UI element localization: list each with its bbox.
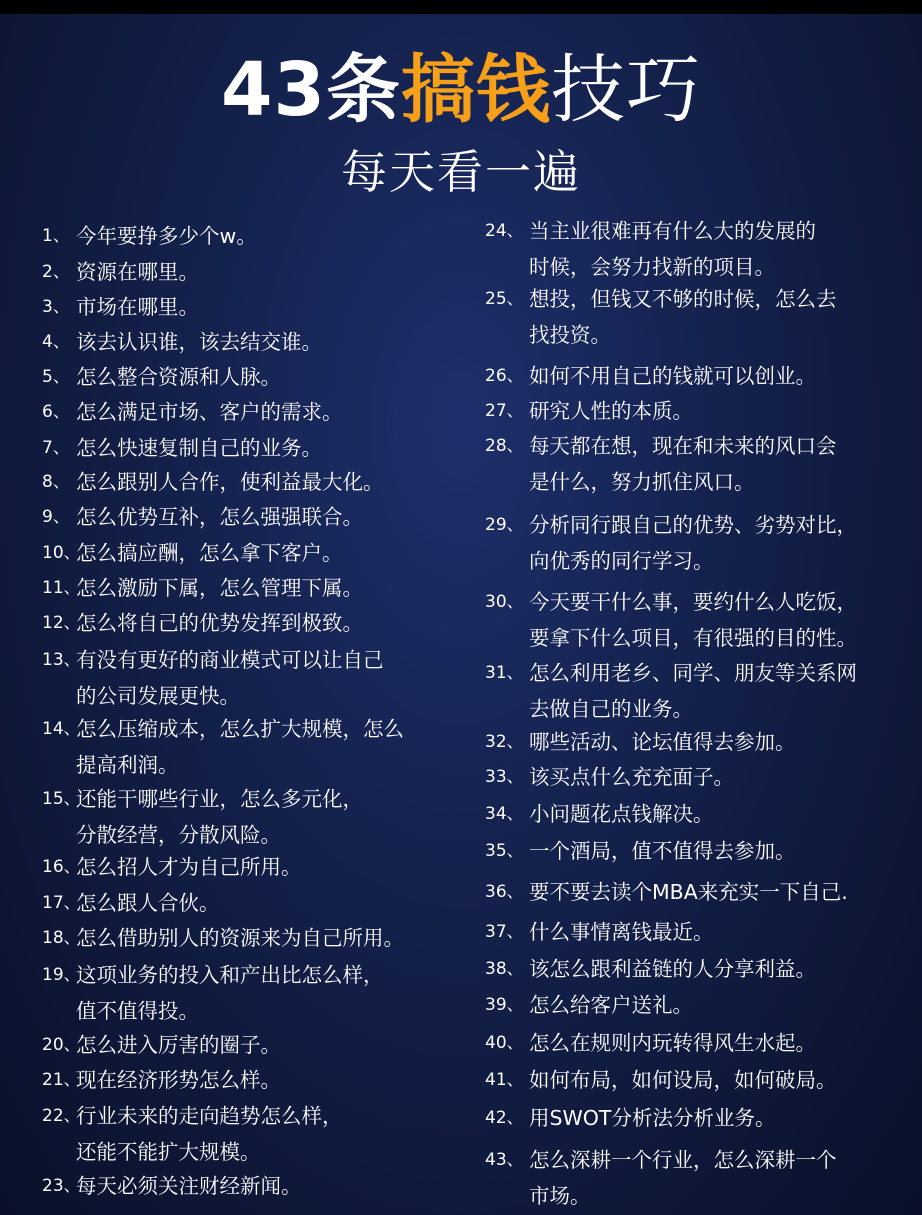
list-item-text: 该买点什么充充面子。: [529, 765, 734, 789]
list-item-text: 小问题花点钱解决。: [529, 802, 714, 826]
title-part-highlight: 搞钱: [400, 47, 551, 133]
list-item-number: 20、: [42, 1035, 81, 1055]
list-item: [42, 324, 322, 360]
list-item: [42, 499, 363, 535]
list-item: [42, 1027, 281, 1063]
list-item-text: 值不值得投。: [76, 999, 199, 1023]
list-item-text: 怎么深耕一个行业，怎么深耕一个: [529, 1148, 837, 1172]
list-item-number: 41、: [485, 1070, 524, 1090]
list-item: [485, 1062, 837, 1098]
list-item-text: 要不要去读个MBA来充实一下自己.: [529, 880, 848, 904]
list-item-number: 32、: [485, 732, 524, 752]
list-item-text: 怎么进入厉害的圈子。: [76, 1033, 281, 1057]
list-item: [485, 833, 796, 869]
list-item-text: 怎么整合资源和人脉。: [76, 365, 281, 389]
list-item: [485, 1100, 775, 1136]
list-item-number: 1、: [42, 226, 70, 246]
list-item-text: 怎么满足市场、客户的需求。: [76, 400, 343, 424]
list-item-text: 要拿下什么项目，有很强的目的性。: [529, 626, 857, 650]
list-item-text: 怎么压缩成本，怎么扩大规模，怎么: [76, 717, 404, 741]
list-item-text: 用SWOT分析法分析业务。: [529, 1106, 776, 1130]
list-item-number: 3、: [42, 297, 70, 317]
list-item: [485, 724, 796, 760]
list-item: [42, 885, 220, 921]
list-item-text: 现在经济形势怎么样。: [76, 1068, 281, 1092]
list-item-number: 34、: [485, 804, 524, 824]
list-item: [42, 218, 257, 254]
list-item-number: 2、: [42, 262, 70, 282]
list-item-number: 5、: [42, 367, 70, 387]
list-item: [42, 289, 199, 325]
list-item-text: 如何布局，如何设局，如何破局。: [529, 1068, 837, 1092]
list-item: [485, 358, 816, 394]
list-item-number: 19、: [42, 965, 81, 985]
list-item-number: 6、: [42, 402, 70, 422]
list-item-text: 怎么利用老乡、同学、朋友等关系网: [529, 661, 857, 685]
list-item-number: 23、: [42, 1176, 81, 1196]
list-item: [485, 759, 734, 795]
list-item-number: 16、: [42, 857, 81, 877]
page-title: [0, 42, 922, 138]
list-item-text: 怎么借助别人的资源来为自己所用。: [76, 926, 404, 950]
list-item-number: 25、: [485, 289, 524, 309]
list-item-number: 15、: [42, 789, 81, 809]
list-item-text: 每天都在想，现在和未来的风口会: [529, 434, 837, 458]
list-item-text: 怎么跟别人合作，使利益最大化。: [76, 470, 384, 494]
list-item-text: 向优秀的同行学习。: [529, 549, 714, 573]
list-item: [42, 430, 322, 466]
list-item-text: 怎么优势互补，怎么强强联合。: [76, 505, 363, 529]
list-item-number: 29、: [485, 515, 524, 535]
list-item-number: 42、: [485, 1108, 524, 1128]
list-item: [485, 584, 857, 656]
list-item-text: 提高利润。: [76, 753, 179, 777]
list-item: [485, 281, 837, 353]
list-item-number: 30、: [485, 592, 524, 612]
list-item-number: 36、: [485, 882, 524, 902]
list-item-text: 怎么在规则内玩转得风生水起。: [529, 1031, 816, 1055]
list-item-number: 9、: [42, 507, 70, 527]
list-item-text: 当主业很难再有什么大的发展的: [529, 219, 816, 243]
list-item: [485, 1142, 837, 1214]
list-item: [485, 393, 693, 429]
list-item-number: 22、: [42, 1106, 81, 1126]
list-item-text: 时候，会努力找新的项目。: [529, 255, 775, 279]
title-part-skills: 技巧: [550, 47, 701, 133]
list-item: [485, 428, 837, 500]
list-item-number: 37、: [485, 922, 524, 942]
list-item: [485, 987, 693, 1023]
list-item-number: 43、: [485, 1150, 524, 1170]
list-item: [485, 914, 714, 950]
list-item: [42, 570, 363, 606]
list-item: [485, 951, 816, 987]
list-item: [485, 655, 857, 727]
list-item: [485, 1025, 816, 1061]
list-item-text: 市场。: [529, 1184, 591, 1208]
list-item: [42, 642, 384, 714]
list-item-number: 33、: [485, 767, 524, 787]
list-item: [42, 359, 281, 395]
list-item-text: 怎么将自己的优势发挥到极致。: [76, 611, 363, 635]
list-item: [42, 1098, 343, 1170]
list-item-text: 什么事情离钱最近。: [529, 920, 714, 944]
list-item-number: 7、: [42, 438, 70, 458]
list-item-text: 还能不能扩大规模。: [76, 1140, 261, 1164]
list-item-number: 31、: [485, 663, 524, 683]
list-item: [42, 1168, 302, 1204]
list-item-number: 11、: [42, 578, 81, 598]
list-item-number: 13、: [42, 650, 81, 670]
list-item: [485, 796, 714, 832]
title-part-count: 43条: [221, 47, 401, 133]
list-item: [42, 1062, 281, 1098]
list-item-text: 哪些活动、论坛值得去参加。: [529, 730, 796, 754]
list-item-text: 的公司发展更快。: [76, 684, 240, 708]
list-item-text: 怎么激励下属，怎么管理下属。: [76, 576, 363, 600]
list-item-text: 找投资。: [529, 323, 611, 347]
top-bar: [0, 0, 922, 14]
list-item-number: 17、: [42, 893, 81, 913]
list-item: [485, 213, 816, 285]
list-item-number: 10、: [42, 543, 81, 563]
list-item: [42, 394, 343, 430]
list-item: [42, 254, 199, 290]
list-item-number: 28、: [485, 436, 524, 456]
list-item-text: 研究人性的本质。: [529, 399, 693, 423]
list-item-text: 是什么，努力抓住风口。: [529, 470, 755, 494]
list-item-text: 怎么给客户送礼。: [529, 993, 693, 1017]
list-item-number: 21、: [42, 1070, 81, 1090]
list-item-text: 还能干哪些行业，怎么多元化，: [76, 787, 363, 811]
list-item-text: 该怎么跟利益链的人分享利益。: [529, 957, 816, 981]
list-item-number: 38、: [485, 959, 524, 979]
list-item-number: 39、: [485, 995, 524, 1015]
list-item-number: 18、: [42, 928, 81, 948]
list-item-number: 27、: [485, 401, 524, 421]
list-item-text: 分散经营，分散风险。: [76, 823, 281, 847]
list-item-text: 去做自己的业务。: [529, 697, 693, 721]
list-item: [42, 849, 302, 885]
list-item: [42, 920, 404, 956]
list-item-number: 8、: [42, 472, 70, 492]
list-item: [42, 711, 404, 783]
list-item-text: 行业未来的走向趋势怎么样，: [76, 1104, 343, 1128]
list-item-text: 一个酒局，值不值得去参加。: [529, 839, 796, 863]
list-item-text: 分析同行跟自己的优势、劣势对比，: [529, 513, 857, 537]
list-item-number: 24、: [485, 221, 524, 241]
list-item: [42, 957, 384, 1029]
page-subtitle: 每天看一遍: [341, 145, 581, 199]
list-item-number: 26、: [485, 366, 524, 386]
list-item-number: 4、: [42, 332, 70, 352]
list-item: [42, 535, 343, 571]
list-item-text: 怎么招人才为自己所用。: [76, 855, 302, 879]
list-item-number: 40、: [485, 1033, 524, 1053]
list-item-text: 怎么搞应酬，怎么拿下客户。: [76, 541, 343, 565]
list-item: [42, 464, 384, 500]
list-item: [485, 874, 848, 910]
list-item-text: 市场在哪里。: [76, 295, 199, 319]
list-item-text: 每天必须关注财经新闻。: [76, 1174, 302, 1198]
list-item-text: 怎么快速复制自己的业务。: [76, 436, 322, 460]
list-item-number: 14、: [42, 719, 81, 739]
list-item-text: 资源在哪里。: [76, 260, 199, 284]
list-item-text: 今天要干什么事，要约什么人吃饭，: [529, 590, 857, 614]
list-item-text: 今年要挣多少个w。: [76, 224, 257, 248]
list-item-text: 怎么跟人合伙。: [76, 891, 220, 915]
list-item: [485, 507, 857, 579]
list-item-text: 这项业务的投入和产出比怎么样，: [76, 963, 384, 987]
list-item-number: 12、: [42, 613, 81, 633]
list-item-text: 该去认识谁，该去结交谁。: [76, 330, 322, 354]
list-item: [42, 605, 363, 641]
list-item-number: 35、: [485, 841, 524, 861]
list-item-text: 想投，但钱又不够的时候，怎么去: [529, 287, 837, 311]
list-item-text: 如何不用自己的钱就可以创业。: [529, 364, 816, 388]
list-item-text: 有没有更好的商业模式可以让自己: [76, 648, 384, 672]
list-item: [42, 781, 363, 853]
